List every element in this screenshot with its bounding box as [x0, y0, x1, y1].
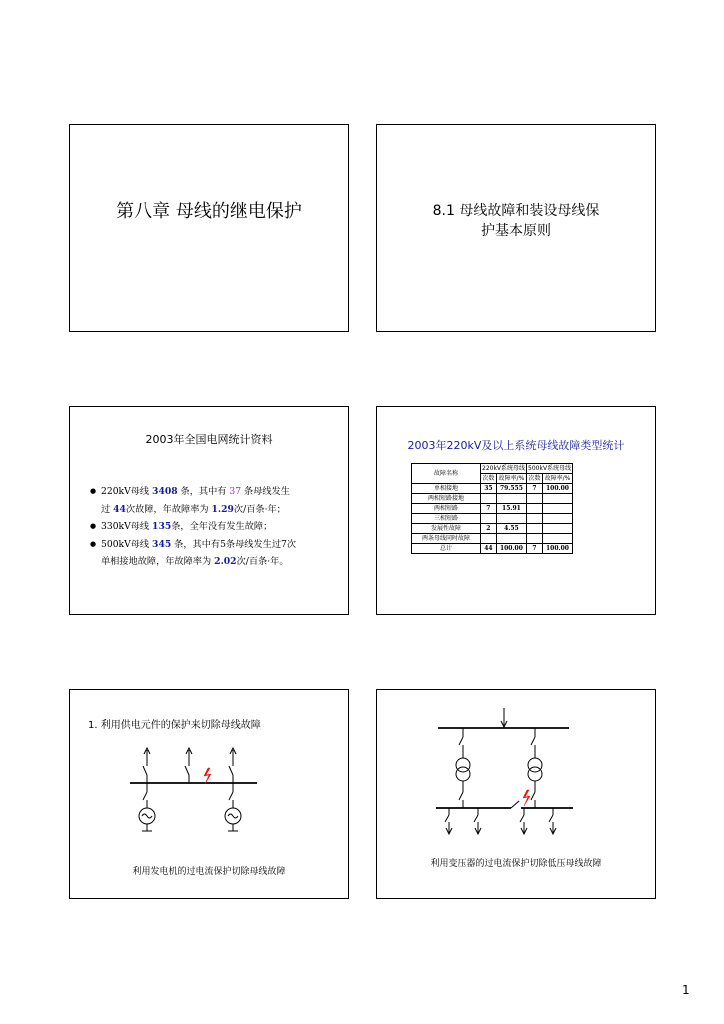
row-name: 三相短路 — [412, 514, 481, 524]
text: 条，其中有5条母线发生过7次 — [171, 538, 297, 550]
section-title — [391, 201, 641, 241]
text: 500kV母线 — [101, 538, 153, 550]
transformer-winding-icon — [456, 758, 470, 772]
table-row — [412, 514, 573, 524]
slide-4 — [376, 406, 656, 615]
bullet-500kv — [90, 536, 345, 554]
cell — [527, 504, 543, 514]
text: 次/百条·年。 — [236, 556, 289, 567]
cell: 100.00 — [542, 484, 572, 494]
text: 条母线发生 — [241, 486, 290, 497]
bullet-330kv — [90, 518, 345, 536]
table-row — [412, 494, 573, 504]
cell: 100.00 — [542, 544, 572, 554]
section-title-line-2: 护基本原则 — [481, 223, 551, 239]
cell — [542, 504, 572, 514]
bullet-220kv — [90, 483, 345, 501]
row-name: 两条母线同时故障 — [412, 534, 481, 544]
cell — [481, 494, 497, 504]
cell — [527, 524, 543, 534]
value: 1.29 — [211, 503, 234, 515]
generator-caption: 利用发电机的过电流保护切除母线故障 — [132, 867, 286, 877]
bullet-220kv-continued — [90, 501, 345, 519]
slide-1 — [69, 124, 349, 332]
statistics-list — [90, 483, 345, 571]
breaker-symbol — [445, 815, 449, 822]
slide-3 — [69, 406, 349, 615]
table-row — [412, 534, 573, 544]
breaker-symbol — [549, 815, 553, 822]
transformer-winding-icon — [528, 758, 542, 772]
breaker-symbol — [531, 792, 535, 800]
fault-lightning-icon — [523, 790, 530, 806]
cell: 7 — [527, 484, 543, 494]
value: 2.02 — [214, 556, 237, 567]
breaker-symbol — [459, 792, 463, 800]
col-group-500kv: 500kV系统母线 — [528, 464, 572, 472]
cell — [542, 534, 572, 544]
cell — [496, 534, 526, 544]
cell: 7 — [481, 504, 497, 514]
table-header-row — [412, 464, 573, 474]
value: 3408 — [152, 486, 178, 497]
row-name: 两相短路接地 — [412, 494, 481, 504]
table-row — [412, 504, 573, 514]
cell: 7 — [527, 544, 543, 554]
row-name: 两相短路 — [412, 504, 481, 514]
text: 条，全年没有发生故障； — [171, 521, 273, 532]
chapter-title: 第八章 母线的继电保护 — [116, 201, 302, 222]
cell: 4.55 — [496, 524, 526, 534]
cell — [496, 514, 526, 524]
cell — [527, 494, 543, 504]
breaker-symbol — [531, 737, 535, 745]
cell: 2 — [481, 524, 497, 534]
cell: 15.91 — [496, 504, 526, 514]
generator-protection-diagram — [70, 730, 350, 870]
breaker-symbol — [143, 766, 147, 775]
page-number: 1 — [682, 983, 690, 997]
cell — [527, 534, 543, 544]
breaker-symbol — [185, 766, 189, 775]
slide-5 — [69, 689, 349, 899]
slide-2 — [376, 124, 656, 332]
col-count-500: 次数 — [528, 474, 541, 482]
text: 过 — [101, 503, 114, 515]
text: 220kV母线 — [101, 486, 153, 497]
row-name: 总计 — [412, 544, 481, 554]
statistics-title: 2003年全国电网统计资料 — [145, 433, 273, 446]
cell — [542, 514, 572, 524]
table-row — [412, 544, 573, 554]
col-count-220: 次数 — [482, 474, 495, 482]
value: 44 — [113, 503, 126, 515]
col-rate-500: 故障率/% — [542, 474, 572, 484]
table-row — [412, 484, 573, 494]
sine-icon — [142, 814, 152, 818]
slide-6 — [376, 689, 656, 899]
cell: 44 — [481, 544, 497, 554]
transformer-caption: 利用变压器的过电流保护切除低压母线故障 — [430, 859, 602, 869]
cell — [481, 534, 497, 544]
text: 条，其中有 — [177, 486, 230, 497]
cell: 79.555 — [496, 484, 526, 494]
breaker-symbol — [520, 815, 524, 822]
transformer-winding-icon — [528, 767, 542, 781]
breaker-symbol — [229, 766, 233, 775]
value: 37 — [229, 486, 242, 497]
value: 135 — [152, 521, 172, 532]
col-fault-name: 故障名称 — [412, 464, 481, 484]
section-title-line-1: 8.1 母线故障和装设母线保 — [432, 203, 600, 219]
breaker-symbol — [459, 737, 463, 745]
breaker-symbol — [143, 792, 147, 800]
text: 330kV母线 — [101, 521, 153, 532]
transformer-winding-icon — [456, 767, 470, 781]
transformer-protection-diagram — [377, 690, 657, 850]
row-name: 发展性故障 — [412, 524, 481, 534]
cell — [496, 494, 526, 504]
text: 单相接地故障，年故障率为 — [101, 556, 215, 567]
breaker-symbol — [474, 815, 478, 822]
col-rate-220: 故障率/% — [496, 474, 526, 484]
cell — [481, 514, 497, 524]
cell: 100.00 — [496, 544, 526, 554]
method-title: 1. 利用供电元件的保护来切除母线故障 — [88, 720, 261, 731]
cell — [542, 494, 572, 504]
value: 345 — [152, 538, 172, 550]
row-name: 单相接地 — [412, 484, 481, 494]
fault-lightning-icon — [204, 768, 211, 784]
table-row — [412, 524, 573, 534]
cell — [527, 514, 543, 524]
bullet-500kv-continued — [90, 553, 345, 571]
breaker-symbol — [229, 792, 233, 800]
fault-type-table — [411, 463, 573, 554]
col-group-220kv: 220kV系统母线 — [482, 464, 526, 472]
sine-icon — [228, 814, 238, 818]
cell: 35 — [481, 484, 497, 494]
text: 次/百条·年； — [233, 503, 286, 515]
fault-table-title: 2003年220kV及以上系统母线故障类型统计 — [407, 439, 625, 452]
cell — [542, 524, 572, 534]
text: 次故障，年故障率为 — [125, 503, 212, 515]
bus-tie-breaker — [511, 801, 519, 808]
